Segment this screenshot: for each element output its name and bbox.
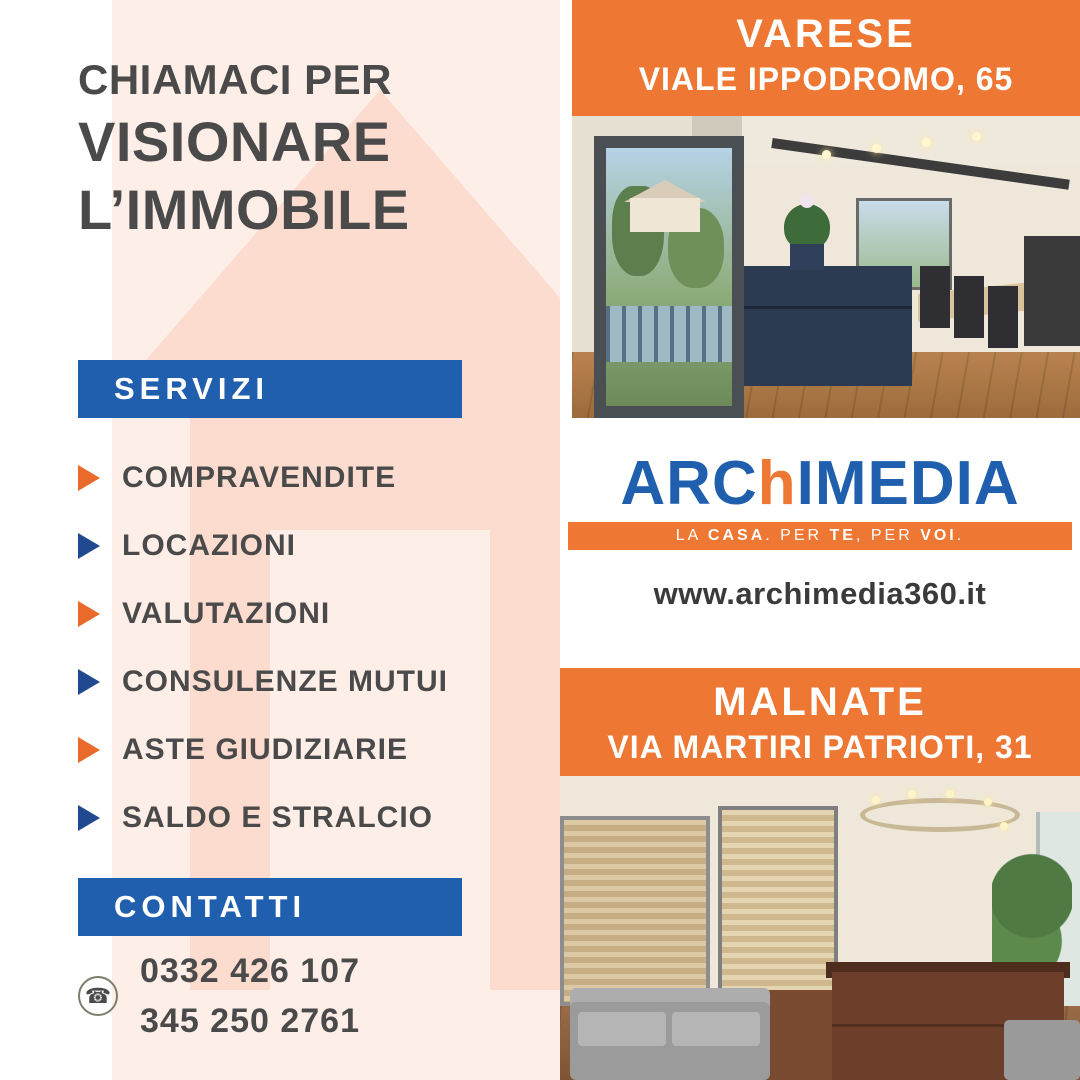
list-item bbox=[78, 512, 558, 580]
office-photo-varese bbox=[572, 116, 1080, 418]
office-city: MALNATE bbox=[713, 680, 927, 724]
tagline-seg-7: . bbox=[956, 527, 965, 544]
tagline-seg-1: LA bbox=[675, 527, 708, 544]
logo-wordmark bbox=[560, 449, 1080, 518]
service-label: LOCAZIONI bbox=[122, 529, 296, 562]
office-address-malnate bbox=[560, 668, 1080, 776]
office-address-varese bbox=[572, 0, 1080, 116]
tagline-seg-3: . PER bbox=[765, 527, 830, 544]
service-label: SALDO E STRALCIO bbox=[122, 801, 434, 834]
list-item bbox=[78, 444, 558, 512]
office-photo-malnate bbox=[560, 776, 1080, 1080]
triangle-bullet-icon bbox=[78, 737, 100, 763]
triangle-bullet-icon bbox=[78, 465, 100, 491]
service-label: ASTE GIUDIZIARIE bbox=[122, 733, 409, 766]
tagline-seg-4: TE bbox=[829, 527, 856, 544]
tagline-seg-6: VOI bbox=[920, 527, 957, 544]
office-city: VARESE bbox=[736, 12, 916, 56]
logo-tagline bbox=[568, 522, 1072, 550]
office-street: VIALE IPPODROMO, 65 bbox=[638, 61, 1014, 97]
logo-part-2: h bbox=[757, 449, 797, 518]
phone-number-1[interactable]: 0332 426 107 bbox=[140, 952, 360, 990]
tagline-seg-2: CASA bbox=[707, 527, 766, 544]
phone-number-2[interactable]: 345 250 2761 bbox=[140, 1002, 360, 1040]
service-label: CONSULENZE MUTUI bbox=[122, 665, 448, 698]
triangle-bullet-icon bbox=[78, 601, 100, 627]
triangle-bullet-icon bbox=[78, 805, 100, 831]
list-item bbox=[78, 580, 558, 648]
services-section-header: SERVIZI bbox=[78, 360, 462, 418]
contacts-section-header: CONTATTI bbox=[78, 878, 462, 936]
page-title bbox=[78, 52, 548, 244]
services-list bbox=[78, 444, 558, 852]
triangle-bullet-icon bbox=[78, 533, 100, 559]
list-item bbox=[78, 716, 558, 784]
logo-part-3: IMEDIA bbox=[796, 449, 1020, 518]
brand-logo bbox=[560, 449, 1080, 612]
logo-part-1: ARC bbox=[620, 449, 758, 518]
right-panel bbox=[560, 0, 1080, 1080]
phone-numbers bbox=[140, 946, 360, 1046]
service-label: VALUTAZIONI bbox=[122, 597, 331, 630]
office-street: VIA MARTIRI PATRIOTI, 31 bbox=[607, 729, 1033, 765]
phone-icon: ☎ bbox=[78, 976, 118, 1016]
headline-line-3: L’IMMOBILE bbox=[78, 178, 410, 241]
list-item bbox=[78, 784, 558, 852]
headline-line-1: CHIAMACI PER bbox=[78, 56, 393, 103]
headline-line-2: VISIONARE bbox=[78, 110, 391, 173]
service-label: COMPRAVENDITE bbox=[122, 461, 397, 494]
contacts-block bbox=[78, 946, 360, 1046]
list-item bbox=[78, 648, 558, 716]
triangle-bullet-icon bbox=[78, 669, 100, 695]
tagline-seg-5: , PER bbox=[855, 527, 921, 544]
website-link[interactable]: www.archimedia360.it bbox=[653, 576, 987, 611]
